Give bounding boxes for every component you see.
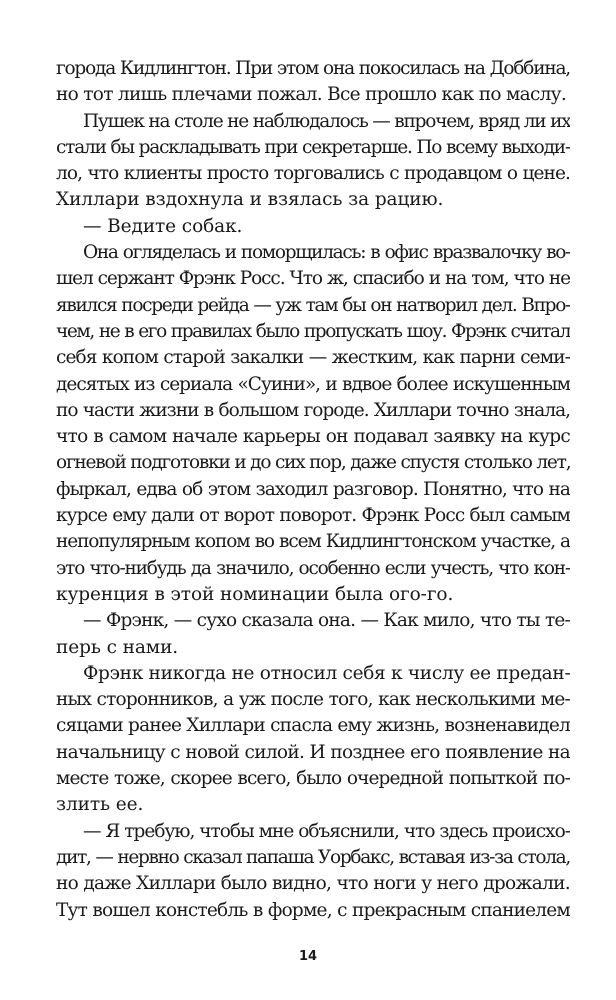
- text-line: стали бы раскладывать при секретарше. По всему выходи-: [56, 136, 570, 158]
- text-line: явился посреди рейда — уж там бы он натворил дел. Впро-: [56, 294, 570, 316]
- text-line: себя копом старой закалки — жестким, как парни семи-: [56, 347, 570, 369]
- text-line: месте тоже, скорее всего, было очередной попыткой по-: [56, 768, 570, 790]
- text-line: сяцами ранее Хиллари спасла ему жизнь, возненавидел: [56, 715, 570, 737]
- text-line: непопулярным копом во всем Кидлингтонском участке, а: [56, 531, 570, 553]
- text-line: чем, не в его правилах было пропускать шоу. Фрэнк считал: [56, 320, 570, 342]
- text-line: Она огляделась и поморщилась: в офис вразвалочку во-: [83, 242, 570, 264]
- text-line: шел сержант Фрэнк Росс. Что ж, спасибо и на том, что не: [56, 268, 570, 290]
- body-text: [56, 56, 570, 924]
- text-line: Хиллари вздохнула и взялась за рацию.: [56, 189, 444, 211]
- text-line: ло, что клиенты просто торговались с продавцом о цене.: [56, 163, 570, 185]
- text-line: Фрэнк никогда не относил себя к числу ее предан-: [83, 662, 570, 684]
- text-line: огневой подготовки и до сих пор, даже спустя столько лет,: [56, 452, 570, 474]
- text-line: курсе ему дали от ворот поворот. Фрэнк Росс был самым: [56, 505, 570, 527]
- text-line: что в самом начале карьеры он подавал заявку на курс: [56, 426, 570, 448]
- text-line: это что-нибудь да значило, особенно если учесть, что кон-: [56, 557, 570, 579]
- text-line: злить ее.: [56, 794, 144, 816]
- text-line: — Ведите собак.: [83, 215, 243, 237]
- text-line: десятых из сериала «Суини», и вдвое более искушенным: [56, 373, 570, 395]
- text-line: Тут вошел констебль в форме, с прекрасным спаниелем: [56, 899, 570, 921]
- text-line: Пушек на столе не наблюдалось — впрочем, вряд ли их: [83, 110, 570, 132]
- text-line: начальницу с новой силой. И позднее его появление на: [56, 741, 570, 763]
- text-line: по части жизни в большом городе. Хиллари точно знала,: [56, 399, 570, 421]
- text-line: перь с нами.: [56, 636, 179, 658]
- text-line: дит, — нервно сказал папаша Уорбакс, вставая из-за стола,: [56, 846, 570, 868]
- text-line: но даже Хиллари было видно, что ноги у него дрожали.: [56, 873, 570, 895]
- text-line: куренция в этой номинации была ого-го.: [56, 583, 454, 605]
- text-line: — Фрэнк, — сухо сказала она. — Как мило, что ты те-: [83, 610, 570, 632]
- text-line: — Я требую, чтобы мне объяснили, что здесь происхо-: [83, 820, 570, 842]
- text-line: ных сторонников, а уж после того, как несколькими ме-: [56, 689, 570, 711]
- text-line: но тот лишь плечами пожал. Все прошло как по маслу.: [56, 84, 567, 106]
- text-line: города Кидлингтон. При этом она покосилась на Доббина,: [56, 58, 570, 79]
- page-number: 14: [298, 949, 318, 964]
- text-line: фыркал, едва об этом заходил разговор. Понятно, что на: [56, 478, 570, 500]
